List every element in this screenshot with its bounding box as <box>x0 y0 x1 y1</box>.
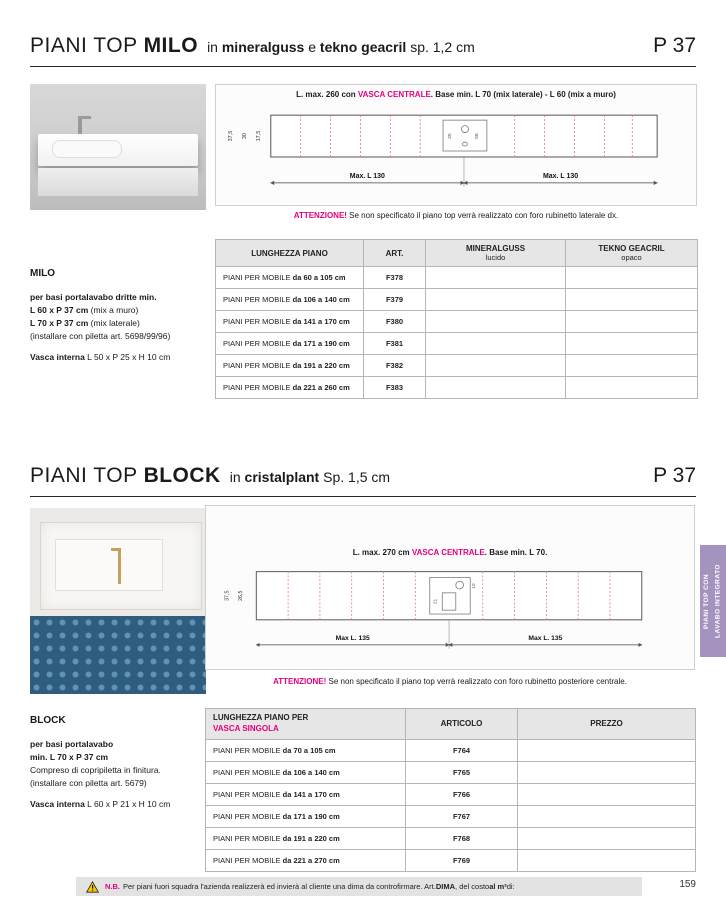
info-line <box>30 330 210 343</box>
caption-text: . Base min. L 70 (mix laterale) - L 60 (mix a muro) <box>430 90 616 99</box>
page-number: 159 <box>679 879 696 890</box>
attention-text: Se non specificato il piano top verrà realizzato con foro rubinetto laterale dx. <box>346 211 619 220</box>
subtitle-material: tekno geacril <box>319 39 407 55</box>
cell-range <box>216 267 364 289</box>
cell-art: F383 <box>364 377 426 399</box>
col-header-prezzo: PREZZO <box>518 709 696 740</box>
dim-label: 25 <box>448 133 454 139</box>
milo-drawing-panel <box>215 84 697 206</box>
row-label: PIANI PER MOBILE <box>223 383 291 392</box>
subtitle-material: cristalplant <box>244 469 320 485</box>
block-drawing-panel <box>205 505 695 670</box>
table-row <box>206 849 696 871</box>
drawing-caption <box>206 548 694 557</box>
page-ref: P 37 <box>653 34 696 57</box>
basin-bowl <box>55 539 163 591</box>
table-row <box>216 333 698 355</box>
info-line <box>30 351 210 364</box>
row-range: da 191 a 220 cm <box>282 833 340 843</box>
dim-label: 37,5 <box>227 130 234 142</box>
info-text: L 50 x P 25 x H 10 cm <box>84 352 171 363</box>
table-row <box>206 805 696 827</box>
col-header-lunghezza: LUNGHEZZA PIANO <box>216 240 364 267</box>
cell-tekno <box>566 377 698 399</box>
table-row <box>216 311 698 333</box>
milo-technical-drawing <box>216 103 696 203</box>
row-label: PIANI PER MOBILE <box>213 767 281 777</box>
col-header-art: ART. <box>364 240 426 267</box>
caption-text: L. max. 260 con <box>296 90 358 99</box>
dim-label: 21 <box>433 598 439 605</box>
info-line <box>30 304 210 317</box>
cell-prezzo <box>518 761 696 783</box>
cell-mineralguss <box>426 333 566 355</box>
milo-header <box>30 34 696 58</box>
info-text: (mix laterale) <box>88 317 140 328</box>
cell-mineralguss <box>426 267 566 289</box>
table-row <box>206 761 696 783</box>
cell-mineralguss <box>426 311 566 333</box>
info-line <box>30 751 210 764</box>
title-name: BLOCK <box>143 464 221 487</box>
col-header-articolo: ARTICOLO <box>406 709 518 740</box>
row-range: da 106 a 140 cm <box>292 295 350 304</box>
block-technical-drawing <box>206 562 694 668</box>
info-text: Vasca interna <box>30 799 85 810</box>
table-row <box>216 377 698 399</box>
washbasin <box>40 522 202 610</box>
caption-text: L. max. 270 cm <box>352 548 412 557</box>
info-line <box>30 291 210 304</box>
row-range: da 171 a 190 cm <box>282 811 340 821</box>
info-text: (installare con piletta art. 5679) <box>30 778 147 789</box>
footer-bold: DIMA <box>435 882 456 891</box>
block-header <box>30 464 696 488</box>
dim-label: 17,5 <box>255 130 262 142</box>
dim-label: 58 <box>474 133 480 139</box>
warning-icon <box>86 881 99 893</box>
cell-art: F379 <box>364 289 426 311</box>
row-range: da 221 a 270 cm <box>282 855 340 865</box>
cell-art: F769 <box>406 849 518 871</box>
info-text: (installare con piletta art. 5698/99/96) <box>30 331 171 342</box>
header-rule <box>30 66 696 67</box>
row-label: PIANI PER MOBILE <box>223 361 291 370</box>
cell-tekno <box>566 289 698 311</box>
col-title: LUNGHEZZA PIANO PER <box>213 713 309 722</box>
info-text: per basi portalavabo <box>30 738 114 749</box>
info-line <box>30 777 210 790</box>
row-range: da 221 a 260 cm <box>292 383 350 392</box>
cell-art: F768 <box>406 827 518 849</box>
table-header-row <box>216 240 698 267</box>
cell-mineralguss <box>426 377 566 399</box>
row-label: PIANI PER MOBILE <box>223 317 291 326</box>
footer-text: di: <box>506 882 515 891</box>
info-text: per basi portalavabo dritte min. <box>30 291 157 302</box>
cell-range <box>216 311 364 333</box>
footer-nb: N.B. <box>105 882 120 891</box>
col-title: TEKNO GEACRIL <box>598 244 665 253</box>
table-row <box>216 355 698 377</box>
info-text: Vasca interna <box>30 352 85 363</box>
gold-faucet <box>118 548 121 584</box>
row-label: PIANI PER MOBILE <box>213 833 281 843</box>
drawing-caption <box>216 90 696 99</box>
col-title: MINERALGUSS <box>465 244 526 253</box>
cell-art: F381 <box>364 333 426 355</box>
block-spec-table <box>205 708 696 872</box>
cell-prezzo <box>518 805 696 827</box>
spacer <box>30 343 210 351</box>
row-range: da 141 a 170 cm <box>282 789 340 799</box>
subtitle-conj: in <box>229 469 241 485</box>
cell-prezzo <box>518 827 696 849</box>
cell-prezzo <box>518 783 696 805</box>
block-info <box>30 713 210 811</box>
max-length-label: Max. L 130 <box>543 172 579 180</box>
row-label: PIANI PER MOBILE <box>213 745 281 755</box>
row-range: da 70 a 105 cm <box>282 745 336 755</box>
max-length-label: Max. L 130 <box>349 172 385 180</box>
cell-art: F378 <box>364 267 426 289</box>
subtitle-spec: sp. 1,2 cm <box>410 39 475 55</box>
title-prefix: PIANI TOP <box>30 464 138 487</box>
max-length-label: Max L. 135 <box>528 635 563 643</box>
table-row <box>216 289 698 311</box>
table-row <box>206 827 696 849</box>
cell-tekno <box>566 333 698 355</box>
row-range: da 191 a 220 cm <box>292 361 350 370</box>
cell-range <box>206 761 406 783</box>
row-label: PIANI PER MOBILE <box>223 295 291 304</box>
milo-title <box>30 34 198 58</box>
cell-art: F382 <box>364 355 426 377</box>
side-tab-line: PIANI TOP CON <box>703 573 711 629</box>
info-text: (mix a muro) <box>88 304 139 315</box>
col-header-mineralguss <box>426 240 566 267</box>
attention-text: Se non specificato il piano top verrà realizzato con foro rubinetto posteriore centrale. <box>326 677 627 686</box>
attention-label: ATTENZIONE! <box>293 211 347 220</box>
row-range: da 106 a 140 cm <box>282 767 340 777</box>
side-tab-line: LAVABO INTEGRATO <box>715 564 722 638</box>
milo-product-photo <box>30 84 206 210</box>
milo-info <box>30 266 210 364</box>
milo-subtitle <box>207 39 475 55</box>
dim-label: 10 <box>472 583 478 589</box>
info-line <box>30 738 210 751</box>
info-text: L 70 x P 37 cm <box>30 317 89 328</box>
cell-prezzo <box>518 849 696 871</box>
col-header-lunghezza <box>206 709 406 740</box>
info-line <box>30 798 210 811</box>
dim-label: 26,5 <box>237 590 244 601</box>
side-tab-label <box>701 564 724 638</box>
cell-mineralguss <box>426 355 566 377</box>
table-header-row <box>206 709 696 740</box>
cell-range <box>216 333 364 355</box>
footer-text: , del costo <box>455 882 490 891</box>
cell-art: F380 <box>364 311 426 333</box>
table-row <box>206 783 696 805</box>
cell-tekno <box>566 267 698 289</box>
attention-label: ATTENZIONE! <box>273 677 327 686</box>
milo-spec-table <box>215 239 698 399</box>
col-subtitle: opaco <box>621 253 642 262</box>
table-row <box>206 739 696 761</box>
cell-prezzo <box>518 739 696 761</box>
row-label: PIANI PER MOBILE <box>213 789 281 799</box>
side-tab-piani-top[interactable] <box>700 545 726 657</box>
cell-range <box>216 289 364 311</box>
cell-mineralguss <box>426 289 566 311</box>
block-attention-note <box>205 677 695 686</box>
footer-note <box>76 877 642 896</box>
row-label: PIANI PER MOBILE <box>213 811 281 821</box>
row-range: da 60 a 105 cm <box>292 273 346 282</box>
dim-label: 30 <box>241 133 248 140</box>
col-subtitle: lucido <box>485 253 506 262</box>
info-text: min. L 70 x P 37 cm <box>30 751 109 762</box>
tile-wall <box>30 616 206 694</box>
footer-text: Per piani fuori squadra l'azienda realizzerà ed invierà al cliente una dima da controfirmare. Art. <box>123 882 436 891</box>
info-text: L 60 x P 37 cm <box>30 304 89 315</box>
row-range: da 171 a 190 cm <box>292 339 350 348</box>
cell-tekno <box>566 355 698 377</box>
row-range: da 141 a 170 cm <box>292 317 350 326</box>
subtitle-conj: e <box>308 39 317 55</box>
cabinet <box>38 168 198 196</box>
subtitle-conj: in <box>207 39 218 55</box>
info-line <box>30 764 210 777</box>
header-rule <box>30 496 696 497</box>
footer-bold: al m² <box>489 882 507 891</box>
top-outline <box>256 572 641 620</box>
subtitle-spec: Sp. 1,5 cm <box>323 469 391 485</box>
subtitle-material: mineralguss <box>221 39 305 55</box>
milo-attention-note <box>215 211 697 220</box>
cell-range <box>216 355 364 377</box>
info-line <box>30 317 210 330</box>
row-label: PIANI PER MOBILE <box>223 339 291 348</box>
caption-accent: VASCA CENTRALE <box>411 548 485 557</box>
col-header-tekno <box>566 240 698 267</box>
max-length-label: Max L. 135 <box>335 635 370 643</box>
cell-tekno <box>566 311 698 333</box>
block-title <box>30 464 221 488</box>
spacer <box>30 790 210 798</box>
cell-range <box>216 377 364 399</box>
cell-art: F765 <box>406 761 518 783</box>
page-ref: P 37 <box>653 464 696 487</box>
info-text: Compreso di copripiletta in finitura. <box>30 764 161 775</box>
cell-range <box>206 739 406 761</box>
cell-art: F764 <box>406 739 518 761</box>
info-text: L 60 x P 21 x H 10 cm <box>84 799 171 810</box>
table-row <box>216 267 698 289</box>
row-label: PIANI PER MOBILE <box>213 855 281 865</box>
faucet <box>78 116 82 134</box>
title-name: MILO <box>143 34 199 57</box>
cell-range <box>206 849 406 871</box>
cell-art: F766 <box>406 783 518 805</box>
block-subtitle <box>230 469 390 485</box>
dim-label: 37,5 <box>224 590 231 601</box>
basin-bowl <box>52 140 122 158</box>
col-subtitle-accent: VASCA SINGOLA <box>213 723 279 733</box>
title-prefix: PIANI TOP <box>30 34 138 57</box>
caption-accent: VASCA CENTRALE <box>357 90 431 99</box>
row-label: PIANI PER MOBILE <box>223 273 291 282</box>
cell-range <box>206 805 406 827</box>
washbasin <box>38 134 198 166</box>
product-name: BLOCK <box>30 715 66 726</box>
caption-text: . Base min. L 70. <box>484 548 548 557</box>
cell-range <box>206 827 406 849</box>
block-product-photo <box>30 508 206 694</box>
cell-art: F767 <box>406 805 518 827</box>
cell-range <box>206 783 406 805</box>
product-name: MILO <box>30 268 55 279</box>
